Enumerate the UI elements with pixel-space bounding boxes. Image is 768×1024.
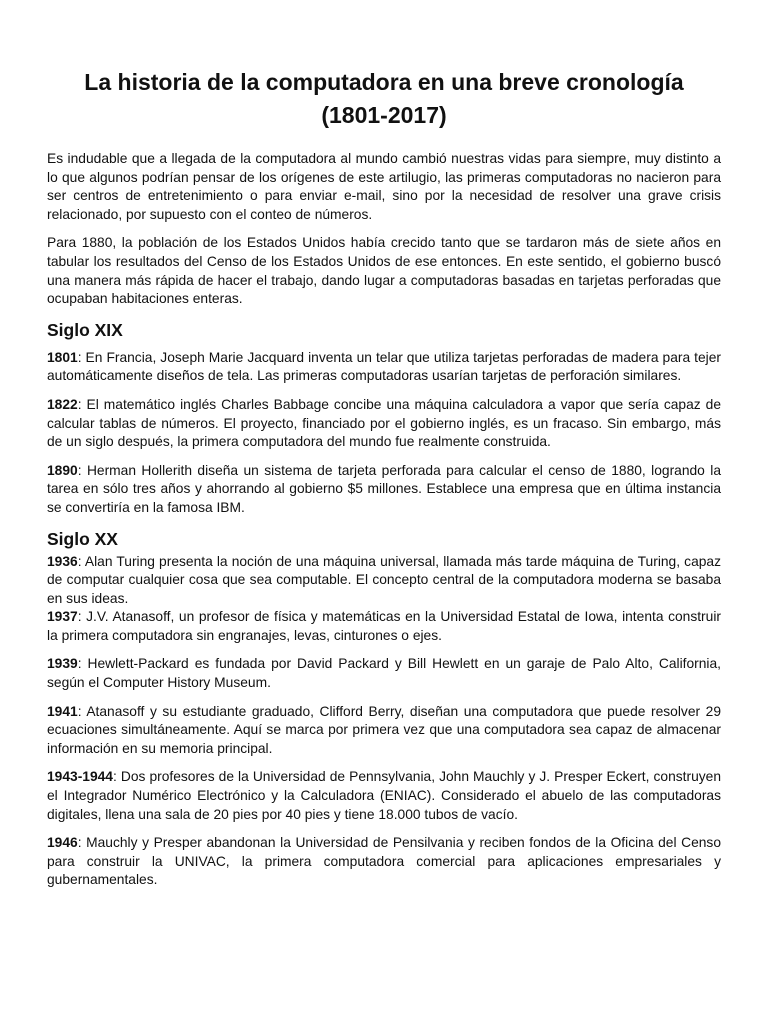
entry-text: : Herman Hollerith diseña un sistema de tarjeta perforada para calcular el censo de 1880, logrando la tarea en sólo tres años y ahorrando al gobierno $5 millones. Establece una empresa que en última instancia se convertiría en la famosa IBM. bbox=[47, 462, 721, 515]
entry-year: 1941 bbox=[47, 703, 78, 719]
entry-year: 1936 bbox=[47, 553, 78, 569]
timeline-entry-1943-1944 bbox=[47, 768, 721, 824]
entry-text: : Dos profesores de la Universidad de Pennsylvania, John Mauchly y J. Presper Eckert, construyen el Integrador Numérico Electrónico y la Calculadora (ENIAC). Considerado el abuelo de las computadoras digitales, llena una sala de 20 pies por 40 pies y tiene 18.000 tubos de vacío. bbox=[47, 769, 721, 822]
entry-text: : El matemático inglés Charles Babbage concibe una máquina calculadora a vapor que sería capaz de calcular tablas de números. El proyecto, financiado por el gobierno inglés, es un fracaso. Sin embargo, más de un siglo después, la primera computadora del mundo fue realmente construida. bbox=[47, 396, 721, 450]
timeline-entry-1937 bbox=[47, 608, 721, 645]
entry-year: 1890 bbox=[47, 462, 78, 478]
title-line-1: La historia de la computadora en una breve cronología bbox=[84, 69, 684, 95]
section-heading-siglo-xix: Siglo XIX bbox=[47, 319, 123, 340]
entry-text: : Atanasoff y su estudiante graduado, Clifford Berry, diseñan una computadora que puede resolver 29 ecuaciones simultáneamente. Aquí se marca por primera vez que una computadora sea capaz de almacenar información en su memoria principal. bbox=[47, 703, 721, 756]
entry-text: : En Francia, Joseph Marie Jacquard inventa un telar que utiliza tarjetas perforadas de madera para tejer automáticamente diseños de tela. Las primeras computadoras usarían tarjetas de perforación similares. bbox=[47, 349, 721, 384]
entry-text: : J.V. Atanasoff, un profesor de física y matemáticas en la Universidad Estatal de Iowa, intenta construir la primera computadora sin engranajes, levas, cinturones o ejes. bbox=[47, 609, 721, 643]
document-title bbox=[47, 66, 721, 132]
timeline-entry-1822 bbox=[47, 396, 721, 452]
entry-year: 1801 bbox=[47, 349, 78, 365]
entry-year: 1939 bbox=[47, 656, 78, 672]
entry-year: 1937 bbox=[47, 609, 78, 625]
timeline-entry-1946 bbox=[47, 834, 721, 890]
entry-year: 1943-1944 bbox=[47, 769, 113, 785]
timeline-entry-1939 bbox=[47, 655, 721, 692]
timeline-entry-1941 bbox=[47, 703, 721, 759]
timeline-entry-1936 bbox=[47, 553, 721, 609]
intro-paragraph-2: Para 1880, la población de los Estados Unidos había crecido tanto que se tardaron más de siete años en tabular los resultados del Censo de los Estados Unidos de ese entonces. En este sentido, el gobierno buscó una manera más rápida de hacer el trabajo, dando lugar a computadoras basadas en tarjetas perforadas que ocupaban habitaciones enteras. bbox=[47, 235, 721, 307]
entry-year: 1822 bbox=[47, 396, 78, 412]
intro-paragraph-1: Es indudable que a llegada de la computadora al mundo cambió nuestras vidas para siempre, muy distinto a lo que algunos podrían pensar de los orígenes de este artilugio, las primeras computadoras no nacieron para ser centros de entretenimiento o para enviar e-mail, sino por la necesidad de resolver una grave crisis relacionado, por supuesto con el conteo de números. bbox=[47, 151, 721, 222]
title-line-2: (1801-2017) bbox=[321, 102, 447, 128]
timeline-entry-1801 bbox=[47, 349, 721, 386]
entry-text: : Mauchly y Presper abandonan la Universidad de Pensilvania y reciben fondos de la Oficina del Censo para construir la UNIVAC, la primera computadora comercial para aplicaciones empresariales y gubernamentales. bbox=[47, 835, 721, 888]
entry-text: : Hewlett-Packard es fundada por David Packard y Bill Hewlett en un garaje de Palo Alto, California, según el Computer History Museum. bbox=[47, 656, 721, 691]
section-heading-siglo-xx: Siglo XX bbox=[47, 528, 118, 549]
entry-year: 1946 bbox=[47, 835, 78, 851]
timeline-entry-1890 bbox=[47, 462, 721, 518]
entry-text: : Alan Turing presenta la noción de una máquina universal, llamada más tarde máquina de Turing, capaz de computar cualquier cosa que sea computable. El concepto central de la computadora moderna se basaba en sus ideas. bbox=[47, 553, 721, 606]
